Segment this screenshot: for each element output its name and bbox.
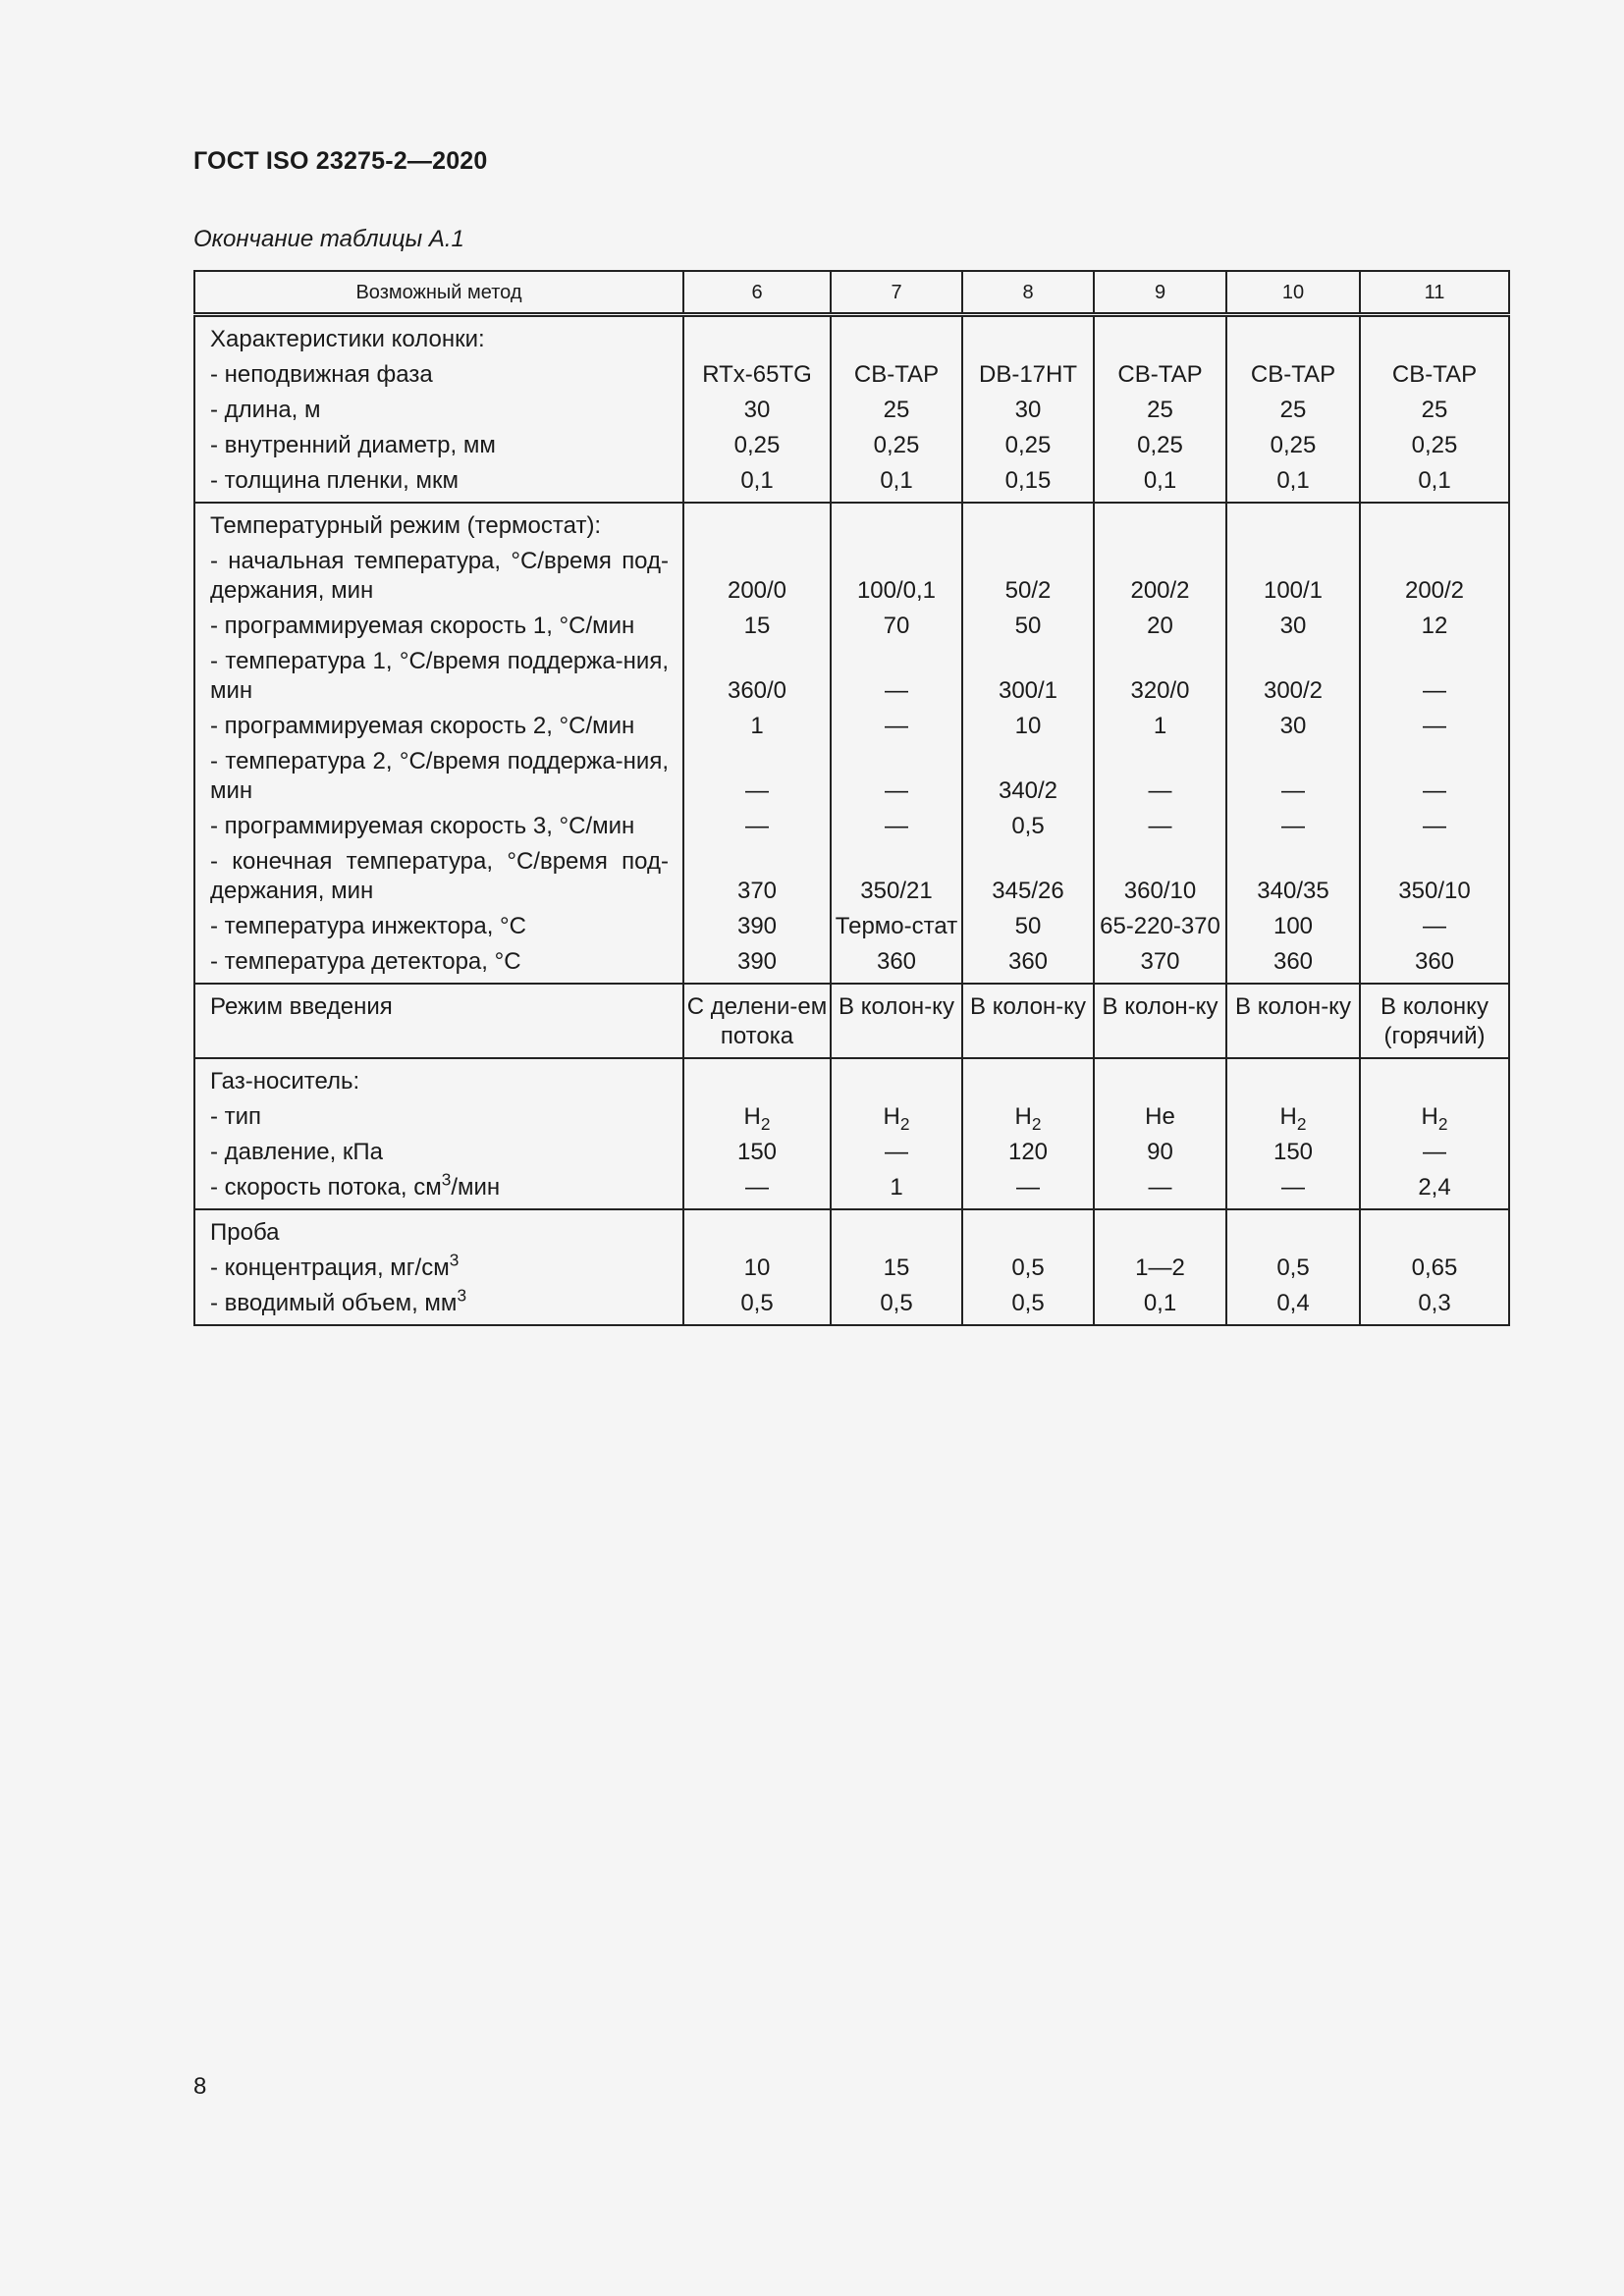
carrier-group [194,1058,1509,1209]
table-cell: 100/1 [1226,544,1360,609]
temperature-group [194,503,1509,984]
table-cell: — [1094,1170,1226,1209]
row-label: - температура 1, °С/время поддержа-ния, мин [194,644,683,709]
row-label [194,1286,683,1325]
table-cell: 20 [1094,609,1226,644]
table-row [194,1058,1509,1099]
table-cell: 0,25 [683,428,831,463]
row-label-text: - вводимый объем, мм [210,1290,458,1316]
table-cell: 15 [831,1251,962,1286]
table-cell: 12 [1360,609,1509,644]
gas-subscript: 2 [1437,1114,1448,1135]
table-cell: 1 [1094,709,1226,744]
method-table [193,270,1510,1326]
table-cell: 0,5 [962,1251,1094,1286]
row-label-text: - концентрация, мг/см [210,1255,450,1281]
table-cell: 0,1 [683,463,831,503]
table-cell: CB-TAP [1360,357,1509,393]
row-label: - программируемая скорость 2, °С/мин [194,709,683,744]
table-row [194,1286,1509,1325]
table-cell: 1—2 [1094,1251,1226,1286]
table-cell: 0,25 [1094,428,1226,463]
table-cell: 360 [962,944,1094,984]
table-cell: 0,4 [1226,1286,1360,1325]
row-label: - неподвижная фаза [194,357,683,393]
gas-subscript: 2 [760,1114,771,1135]
table-cell: — [1094,744,1226,809]
table-cell: 90 [1094,1135,1226,1170]
table-cell: 390 [683,944,831,984]
table-cell: В колонку (горячий) [1360,984,1509,1058]
table-cell: С делени-ем потока [683,984,831,1058]
table-cell: 350/10 [1360,844,1509,909]
row-label: - тип [194,1099,683,1135]
gas-subscript: 2 [1296,1114,1307,1135]
table-cell: 65-220-370 [1094,909,1226,944]
table-cell [831,1099,962,1135]
table-cell: 370 [1094,944,1226,984]
table-row [194,844,1509,909]
row-label [194,1251,683,1286]
table-row [194,1099,1509,1135]
table-row [194,909,1509,944]
table-cell [683,1099,831,1135]
table-cell: 390 [683,909,831,944]
table-cell: RTx-65TG [683,357,831,393]
table-cell: — [831,1135,962,1170]
table-cell: — [831,809,962,844]
row-label: - внутренний диаметр, мм [194,428,683,463]
table-cell: — [1226,744,1360,809]
table-cell: 0,1 [831,463,962,503]
gas-symbol: He [1145,1103,1175,1130]
table-cell: 0,3 [1360,1286,1509,1325]
table-cell: 15 [683,609,831,644]
table-row [194,944,1509,984]
table-cell: — [1360,1135,1509,1170]
header-method: 9 [1094,271,1226,315]
table-cell: 120 [962,1135,1094,1170]
row-label: - длина, м [194,393,683,428]
table-row [194,357,1509,393]
table-cell: 360 [1226,944,1360,984]
gas-symbol: H [1279,1103,1297,1130]
table-cell: 0,25 [962,428,1094,463]
row-label-superscript: 3 [449,1250,460,1270]
row-label-superscript: 3 [457,1285,467,1306]
table-cell: — [683,744,831,809]
table-row [194,544,1509,609]
group-title: Газ-носитель: [194,1058,683,1099]
table-cell: В колон-ку [962,984,1094,1058]
table-cell: CB-TAP [1094,357,1226,393]
table-cell: — [1094,809,1226,844]
table-cell: 50/2 [962,544,1094,609]
table-cell: 300/1 [962,644,1094,709]
table-cell: 0,5 [1226,1251,1360,1286]
table-cell: 70 [831,609,962,644]
table-row [194,709,1509,744]
table-cell: 100 [1226,909,1360,944]
table-cell: 0,1 [1360,463,1509,503]
table-cell: 360 [1360,944,1509,984]
table-cell: 1 [831,1170,962,1209]
table-cell: В колон-ку [1226,984,1360,1058]
table-cell: — [1226,809,1360,844]
table-row [194,1209,1509,1251]
table-row [194,1170,1509,1209]
table-cell: — [831,709,962,744]
row-label: Режим введения [194,984,683,1058]
table-cell: — [962,1170,1094,1209]
table-row [194,315,1509,358]
table-cell: 10 [962,709,1094,744]
row-label: - программируемая скорость 3, °С/мин [194,809,683,844]
table-cell: — [1226,1170,1360,1209]
table-row [194,809,1509,844]
sample-group [194,1209,1509,1325]
row-label: - программируемая скорость 1, °С/мин [194,609,683,644]
table-cell [1094,1099,1226,1135]
table-cell: 360/10 [1094,844,1226,909]
table-cell: 150 [1226,1135,1360,1170]
group-title: Температурный режим (термостат): [194,503,683,544]
table-cell: 360/0 [683,644,831,709]
row-label-superscript: 3 [441,1169,452,1190]
table-cell: DB-17HT [962,357,1094,393]
group-title: Проба [194,1209,683,1251]
table-row [194,984,1509,1058]
table-cell: 0,5 [683,1286,831,1325]
table-cell: 150 [683,1135,831,1170]
table-cell: — [1360,744,1509,809]
table-cell: 0,15 [962,463,1094,503]
gas-subscript: 2 [1031,1114,1042,1135]
header-method: 10 [1226,271,1360,315]
table-cell: CB-TAP [1226,357,1360,393]
group-title: Характеристики колонки: [194,315,683,358]
table-cell: — [1360,709,1509,744]
table-cell: 0,1 [1226,463,1360,503]
header-method: 6 [683,271,831,315]
table-cell: 25 [831,393,962,428]
row-label: - давление, кПа [194,1135,683,1170]
table-cell: 30 [962,393,1094,428]
row-label [194,1170,683,1209]
table-cell: — [683,809,831,844]
table-cell: 30 [1226,709,1360,744]
row-label: - конечная температура, °С/время под-держания, мин [194,844,683,909]
table-cell: 340/35 [1226,844,1360,909]
table-cell [1226,1099,1360,1135]
table-cell: 345/26 [962,844,1094,909]
column-group [194,315,1509,504]
header-method: 11 [1360,271,1509,315]
header-method: 8 [962,271,1094,315]
table-cell: 0,5 [962,1286,1094,1325]
injection-group [194,984,1509,1058]
table-cell: Термо-стат [831,909,962,944]
row-label: - толщина пленки, мкм [194,463,683,503]
table-cell: — [1360,909,1509,944]
table-row [194,393,1509,428]
table-cell: 0,25 [831,428,962,463]
table-row [194,503,1509,544]
table-caption: Окончание таблицы А.1 [193,226,464,252]
table-cell [1360,1099,1509,1135]
gas-symbol: H [1014,1103,1032,1130]
row-label-tail: /мин [451,1174,501,1201]
row-label: - температура инжектора, °С [194,909,683,944]
gas-symbol: H [743,1103,761,1130]
table-cell: 340/2 [962,744,1094,809]
table-cell: — [1360,809,1509,844]
table-cell: 2,4 [1360,1170,1509,1209]
table-cell: 1 [683,709,831,744]
gas-subscript: 2 [899,1114,910,1135]
table-cell: 50 [962,909,1094,944]
table-cell: — [683,1170,831,1209]
table-cell: — [831,744,962,809]
table-cell: — [1360,644,1509,709]
table-cell: 10 [683,1251,831,1286]
page-number: 8 [193,2073,207,2100]
table-row [194,1251,1509,1286]
table-row [194,609,1509,644]
row-label: - температура детектора, °С [194,944,683,984]
table-row [194,644,1509,709]
table-cell: В колон-ку [831,984,962,1058]
table-row [194,744,1509,809]
table-cell: 0,25 [1226,428,1360,463]
table-cell: — [831,644,962,709]
table-cell: 200/0 [683,544,831,609]
table-cell: 360 [831,944,962,984]
table-header-row [194,271,1509,315]
header-method: 7 [831,271,962,315]
table-cell: 30 [683,393,831,428]
gas-symbol: H [1421,1103,1438,1130]
table-row [194,428,1509,463]
table-cell: 0,1 [1094,1286,1226,1325]
gas-symbol: H [883,1103,900,1130]
table-row [194,463,1509,503]
table-cell: 0,5 [831,1286,962,1325]
table-cell: 0,65 [1360,1251,1509,1286]
document-header: ГОСТ ISO 23275-2—2020 [193,147,488,175]
table-cell: 0,25 [1360,428,1509,463]
table-cell: 25 [1360,393,1509,428]
table-cell: 350/21 [831,844,962,909]
table-cell: 320/0 [1094,644,1226,709]
header-label: Возможный метод [194,271,683,315]
table-cell: 25 [1094,393,1226,428]
table-cell: 300/2 [1226,644,1360,709]
row-label: - температура 2, °С/время поддержа-ния, мин [194,744,683,809]
table-cell: 25 [1226,393,1360,428]
table-row [194,1135,1509,1170]
table-cell: 200/2 [1360,544,1509,609]
table-cell: 50 [962,609,1094,644]
row-label: - начальная температура, °С/время под-держания, мин [194,544,683,609]
table-cell: 370 [683,844,831,909]
table-cell: 0,1 [1094,463,1226,503]
table-cell: 30 [1226,609,1360,644]
table-cell: 200/2 [1094,544,1226,609]
table-cell [962,1099,1094,1135]
table-cell: 100/0,1 [831,544,962,609]
table-cell: CB-TAP [831,357,962,393]
table-cell: В колон-ку [1094,984,1226,1058]
table-cell: 0,5 [962,809,1094,844]
row-label-text: - скорость потока, см [210,1174,442,1201]
